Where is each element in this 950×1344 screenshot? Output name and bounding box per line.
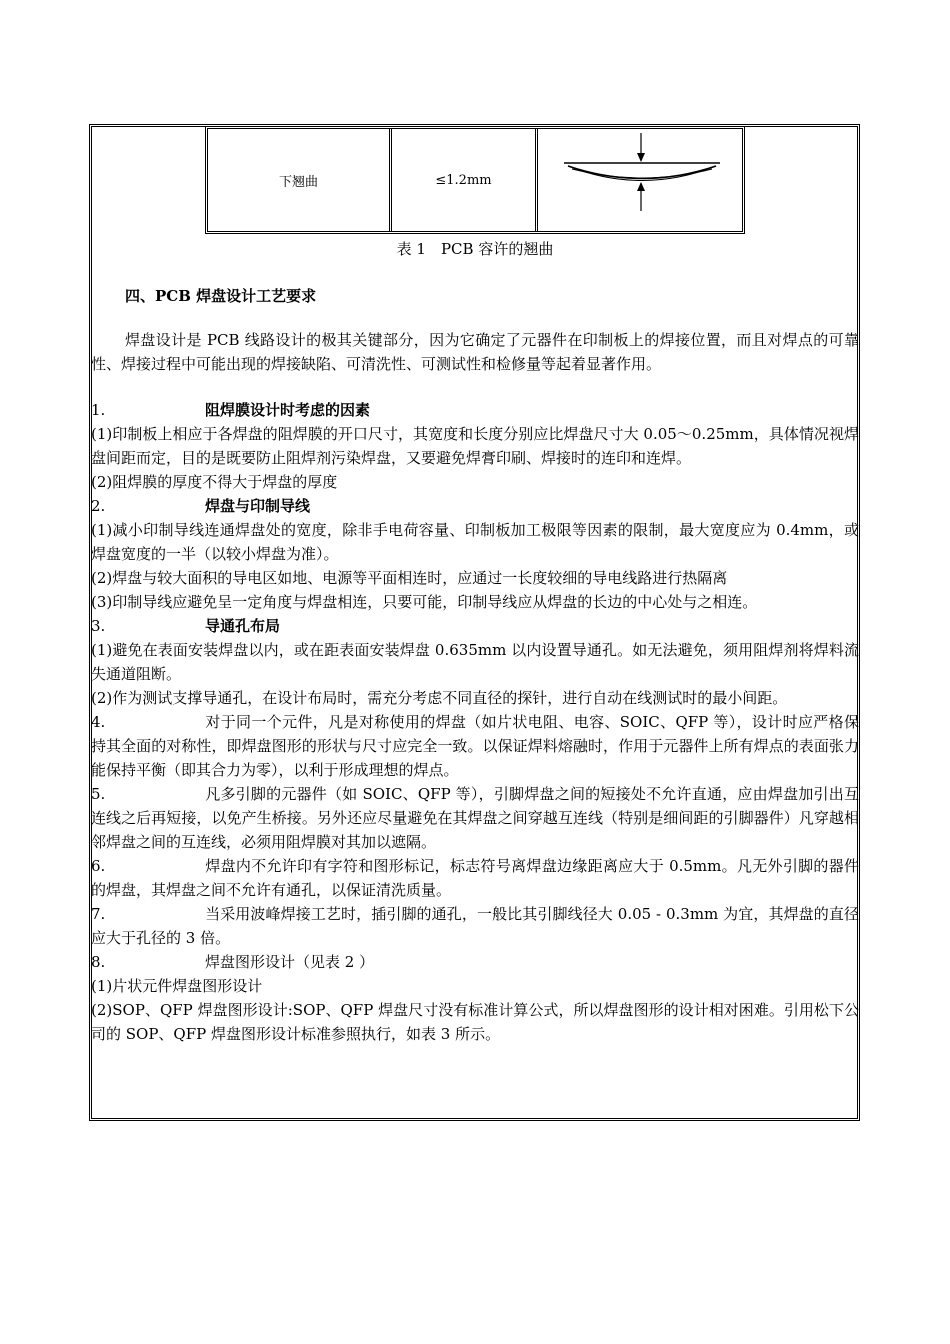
content-line — [91, 494, 859, 518]
item-body: 焊盘图形设计（见表 2 ） — [205, 953, 375, 971]
section-heading: 四、PCB 焊盘设计工艺要求 — [125, 287, 317, 305]
content-line: (1)避免在表面安装焊盘以内，或在距表面安装焊盘 0.635mm 以内设置导通孔。如无法避免，须用阻焊剂将焊料流失通道阻断。 — [91, 641, 859, 683]
content-line — [91, 950, 859, 974]
content-line: (1)印制板上相应于各焊盘的阻焊膜的开口尺寸，其宽度和长度分别应比焊盘尺寸大 0.05～0.25mm，具体情况视焊盘间距而定，目的是既要防止阻焊剂污染焊盘，又要避免焊膏印刷、焊接时的连印和连焊。 — [91, 425, 859, 467]
item-number: 4. — [91, 713, 106, 731]
main-content — [91, 284, 859, 1046]
content-line: (1)片状元件焊盘图形设计 — [91, 977, 263, 995]
content-line — [91, 782, 859, 854]
item-number: 3. — [91, 617, 106, 635]
item-body: 焊盘内不允许印有字符和图形标记，标志符号离焊盘边缘距离应大于 0.5mm。凡无外引脚的器件的焊盘，其焊盘之间不允许有通孔，以保证清洗质量。 — [91, 857, 859, 899]
content-line: (1)减小印制导线连通焊盘处的宽度，除非手电荷容量、印制板加工极限等因素的限制，最大宽度应为 0.4mm，或焊盘宽度的一半（以较小焊盘为准）。 — [91, 521, 859, 563]
content-line — [91, 902, 859, 950]
item-number: 1. — [91, 401, 106, 419]
content-line: (2)SOP、QFP 焊盘图形设计:SOP、QFP 焊盘尺寸没有标准计算公式，所以焊盘图形的设计相对困难。引用松下公司的 SOP、QFP 焊盘图形设计标准参照执行，如表 3 所示。 — [91, 1001, 859, 1043]
content-line — [91, 710, 859, 782]
intro-paragraph: 焊盘设计是 PCB 线路设计的极其关键部分，因为它确定了元器件在印制板上的焊接位置，而且对焊点的可靠性、焊接过程中可能出现的焊接缺陷、可清洗性、可测试性和检修量等起着显著作用。 — [91, 331, 859, 373]
item-body: 凡多引脚的元器件（如 SOIC、QFP 等），引脚焊盘之间的短接处不允许直通，应由焊盘加引出互连线之后再短接，以免产生桥接。另外还应尽量避免在其焊盘之间穿越互连线（特别是细间距的引脚器件）凡穿越相邻焊盘之间的互连线，必须用阻焊膜对其加以遮隔。 — [91, 785, 859, 851]
warp-table — [205, 126, 745, 234]
item-number: 7. — [91, 905, 106, 923]
item-body: 对于同一个元件，凡是对称使用的焊盘（如片状电阻、电容、SOIC、QFP 等），设计时应严格保持其全面的对称性，即焊盘图形的形状与尺寸应完全一致。以保证焊料熔融时，作用于元器件上所有焊点的表面张力能保持平衡（即其合力为零），以利于形成理想的焊点。 — [91, 713, 859, 779]
item-number: 8. — [91, 953, 106, 971]
content-line: (2)作为测试支撑导通孔，在设计布局时，需充分考虑不同直径的探针，进行自动在线测试时的最小间距。 — [91, 689, 788, 707]
warp-diagram — [540, 129, 740, 231]
item-title: 阻焊膜设计时考虑的因素 — [205, 401, 371, 419]
item-number: 5. — [91, 785, 106, 803]
content-line: (2)焊盘与较大面积的导电区如地、电源等平面相连时，应通过一长度较细的导电线路进行热隔离 — [91, 569, 728, 587]
item-body: 当采用波峰焊接工艺时，插引脚的通孔，一般比其引脚线径大 0.05 - 0.3mm 为宜，其焊盘的直径应大于孔径的 3 倍。 — [91, 905, 859, 947]
content-line — [91, 398, 859, 422]
content-line — [91, 854, 859, 902]
table-caption: 表 1 PCB 容许的翘曲 — [396, 240, 554, 258]
item-title: 导通孔布局 — [205, 617, 281, 635]
content-line — [91, 614, 859, 638]
item-list — [91, 398, 859, 1046]
content-line: (3)印制导线应避免呈一定角度与焊盘相连，只要可能，印制导线应从焊盘的长边的中心处与之相连。 — [91, 593, 758, 611]
item-number: 2. — [91, 497, 106, 515]
warp-value-cell: ≤1.2mm — [392, 129, 538, 231]
warp-type-cell: 下翘曲 — [208, 129, 392, 231]
warp-diagram-cell — [538, 129, 742, 231]
item-title: 焊盘与印制导线 — [205, 497, 311, 515]
item-number: 6. — [91, 857, 106, 875]
content-line: (2)阻焊膜的厚度不得大于焊盘的厚度 — [91, 473, 338, 491]
